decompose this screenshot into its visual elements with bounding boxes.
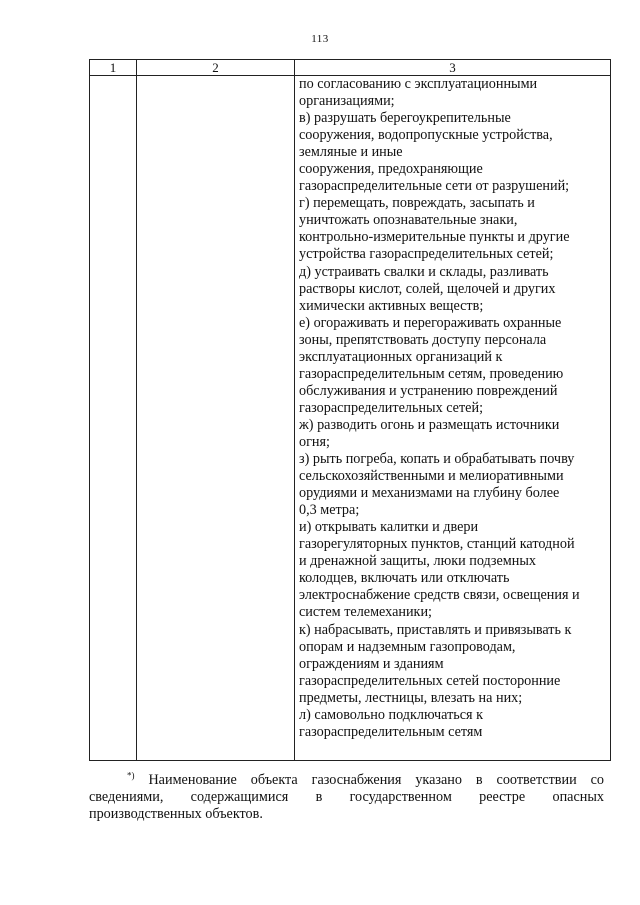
table-row <box>90 76 611 761</box>
footnote-marker: *) <box>127 770 135 781</box>
table-header-row <box>90 60 611 76</box>
column-header-2: 2 <box>137 60 295 76</box>
footnote <box>89 772 604 823</box>
restrictions-list-text: по согласованию с эксплуатационными организациями; в) разрушать берегоукрепительные сооружения, водопропускные устройства, земляные и иные сооружения, предохраняющие газораспределительные сети от разрушений; г) перемещать, повреждать, засыпать и уничтожать опознавательные знаки, контрольно-измерительные пункты и другие устройства газораспределительных сетей; д) устраивать свалки и склады, разливать растворы кислот, солей, щелочей и других химически активных веществ; е) огораживать и перегораживать охранные зоны, препятствовать доступу персонала эксплуатационных организаций к газораспределительным сетям, проведению обслуживания и устранению повреждений газораспределительных сетей; ж) разводить огонь и размещать источники огня; з) рыть погреба, копать и обрабатывать почву сельскохозяйственными и мелиоративными орудиями и механизмами на глубину более 0,3 метра; и) открывать калитки и двери газорегуляторных пунктов, станций катодной и дренажной защиты, люки подземных колодцев, включать или отключать электроснабжение средств связи, освещения и систем телемеханики; к) набрасывать, приставлять и привязывать к опорам и надземным газопроводам, ограждениям и зданиям газораспределительных сетей посторонние предметы, лестницы, влезать на них; л) самовольно подключаться к газораспределительным сетям <box>299 76 580 740</box>
footnote-line-2: сведениями, содержащимися в государственном реестре опасных <box>89 789 604 805</box>
footnote-line-1 <box>89 772 604 789</box>
table-cell-col2 <box>137 76 295 761</box>
column-header-3: 3 <box>295 60 611 76</box>
page-number: 113 <box>311 33 329 45</box>
column-header-1: 1 <box>90 60 137 76</box>
footnote-text-1: Наименование объекта газоснабжения указано в соответствии со <box>148 772 605 788</box>
footnote-line-3: производственных объектов. <box>89 806 263 822</box>
table-cell-col3 <box>295 76 611 761</box>
document-table <box>89 59 611 761</box>
table-cell-col1 <box>90 76 137 761</box>
